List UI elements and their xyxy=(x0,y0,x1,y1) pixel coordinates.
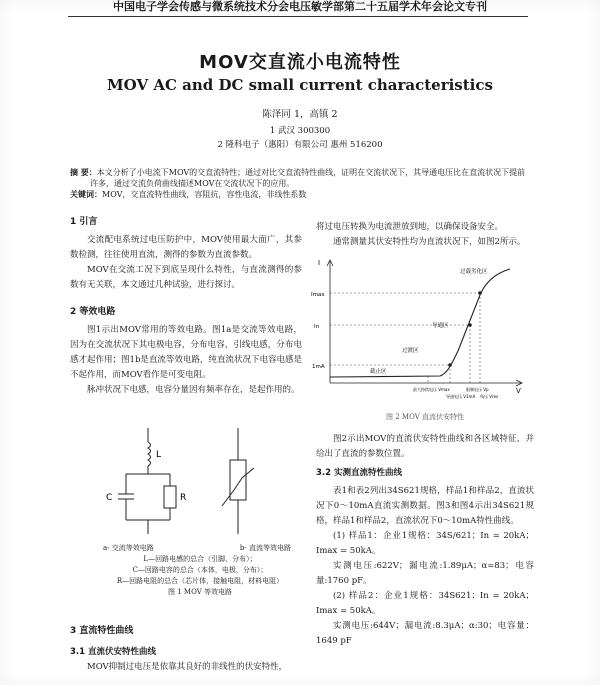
x-axis-label: V xyxy=(516,387,521,395)
figure-1-legend-l: L—回路电感的总合（引脚，分布）； xyxy=(143,555,257,563)
abstract-line-1: 本文分析了小电流下MOV的交直流特性；通过对比交直流特性曲线，证明在交流状况下，其导通电压比在直流状况下提前 xyxy=(96,168,526,177)
left-column-top xyxy=(70,215,302,398)
resistor-label: R xyxy=(180,493,187,503)
abstract-block xyxy=(70,167,532,200)
paper-title-en: MOV AC and DC small current characteristics xyxy=(107,76,493,94)
section-3-1-paragraph: MOV抑制过电压是依靠其良好的非线性的伏安特性， xyxy=(87,662,288,672)
vp-label: 限制电压 Vp xyxy=(466,387,489,392)
imax-label: Imax xyxy=(311,292,325,298)
affiliation-1: 1 武汉 300300 xyxy=(269,126,331,136)
section-1-paragraph-1: 交流配电系统过电压防护中，MOV使用最大面广，其参数检测，往往使用直流，测得的参数为直流参数。 xyxy=(70,235,302,260)
right-column-top xyxy=(316,220,534,250)
vi-curve xyxy=(330,269,510,377)
conduction-region-label: 导通区 xyxy=(432,323,449,329)
right-paragraph-3: 图2示出MOV的直流伏安特性曲线和各区域特征，并给出了直流的参数位置。 xyxy=(316,434,534,459)
section-2-heading: 2 等效电路 xyxy=(70,307,116,317)
section-3-2-heading: 3.2 实测直流特性曲线 xyxy=(316,468,403,478)
section-1-paragraph-2: MOV在交流工况下到底呈现什么特性，与直流测得的参数有无关联，本文通过几种试验，进行探讨。 xyxy=(70,265,302,290)
abstract-label: 摘 要： xyxy=(70,168,97,177)
figure-2-caption: 图 2 MOV 直流伏安特性 xyxy=(386,413,464,421)
section-3-heading: 3 直流特性曲线 xyxy=(70,626,134,636)
sample-1-spec: (1) 样品1：企业1规格：34S/621；In = 20kA；Imax = 50kA。 xyxy=(316,531,534,556)
section-2-paragraph-1: 图1示出MOV常用的等效电路。图1a是交流等效电路，因为在交流状况下其电极电容，分布电容，引线电感，分布电感才起作用；图1b是直流等效电路，纯直流状况下电容电感是不起作用，而MOV看作是可变电阻。 xyxy=(70,325,302,380)
authors: 陈泽同 1，高镇 2 xyxy=(262,109,338,120)
capacitor-label: C xyxy=(106,493,113,503)
inductor-symbol xyxy=(148,442,151,466)
varistor-body xyxy=(230,460,246,500)
figure-1-subcaption-b: b- 直流等效电路 xyxy=(239,544,291,552)
resistor-symbol xyxy=(164,486,176,508)
1ma-point xyxy=(448,363,452,367)
continued-text: 将过电压转换为电流泄放到地，以确保设备安全。 xyxy=(316,222,504,232)
figure-1-caption-block xyxy=(95,543,305,598)
transition-region-label: 过渡区 xyxy=(402,348,419,354)
section-1-heading: 1 引言 xyxy=(70,217,98,227)
in-point xyxy=(468,323,472,327)
vres-label: 残压 Vres xyxy=(480,394,499,399)
section-3-2-paragraph: 表1和表2列出34S621规格，样品1和样品2，直流状况下0～10mA直流实测数据。图3和图4示出34S621规格，样品1和样品2，直流状况下0～10mA特性曲线。 xyxy=(316,486,534,526)
imax-point xyxy=(478,291,482,295)
figure-1-circuit xyxy=(96,420,296,545)
in-label: In xyxy=(314,324,320,330)
left-column-bottom xyxy=(70,624,302,675)
figure-1-subcaption-a: a- 交流等效电路 xyxy=(103,544,154,552)
figure-1-legend-r: R—回路电阻的总合（芯片体，接触电阻，材料电阻） xyxy=(116,577,284,585)
right-column-bottom xyxy=(316,432,534,649)
affiliation-2: 2 隆科电子（惠阳）有限公司 惠州 516200 xyxy=(217,140,383,150)
affiliations xyxy=(0,124,600,152)
v1ma-label: 导通电压 V1mA xyxy=(446,394,476,399)
right-paragraph-2: 通常测量其伏安特性均为直流状况下，如图2所示。 xyxy=(333,237,526,247)
degradation-region-label: 过载劣化区 xyxy=(460,269,488,275)
header-rule xyxy=(68,16,528,17)
vmax-label: 最大持续电压 Vmax xyxy=(413,387,450,392)
running-header: 中国电子学会传感与微系统技术分会电压敏学部第二十五届学术年会论文专刊 xyxy=(113,0,487,13)
figure-1-legend-c: C—回路电容的总合（本体，电极，分布）； xyxy=(132,566,268,574)
sample-1-detail: 实测电压:622V；漏电流:1.89μA；α=83；电容量:1760 pF。 xyxy=(316,561,534,586)
figure-2-vi-curve xyxy=(310,255,530,410)
1ma-label: 1mA xyxy=(312,364,325,370)
figure-1-title: 图 1 MOV 等效电路 xyxy=(168,588,232,596)
keywords: MOV，交直流特性曲线，容阻抗，容性电流，非线性系数 xyxy=(102,190,307,199)
leakage-region-label: 截止区 xyxy=(370,369,387,375)
sample-2-spec: (2) 样品2：企业1规格：34S621；In = 20kA；Imax = 50kA。 xyxy=(316,591,534,616)
inductor-label: L xyxy=(156,450,162,460)
abstract-line-2: 许多，通过交流负荷曲线描述MOV在交流状况下的应用。 xyxy=(90,179,295,188)
section-3-1-heading: 3.1 直流伏安特性曲线 xyxy=(70,647,157,657)
section-2-paragraph-2: 脉冲状况下电感，电容分量因有频率存在，是起作用的。 xyxy=(87,385,300,395)
y-axis-label: I xyxy=(318,259,321,267)
sample-2-detail: 实测电压:644V；漏电流:8.3μA；α:30；电容量：1649 pF xyxy=(316,621,534,646)
paper-title-zh: MOV交直流小电流特性 xyxy=(199,52,401,73)
keywords-label: 关键词： xyxy=(70,190,102,199)
